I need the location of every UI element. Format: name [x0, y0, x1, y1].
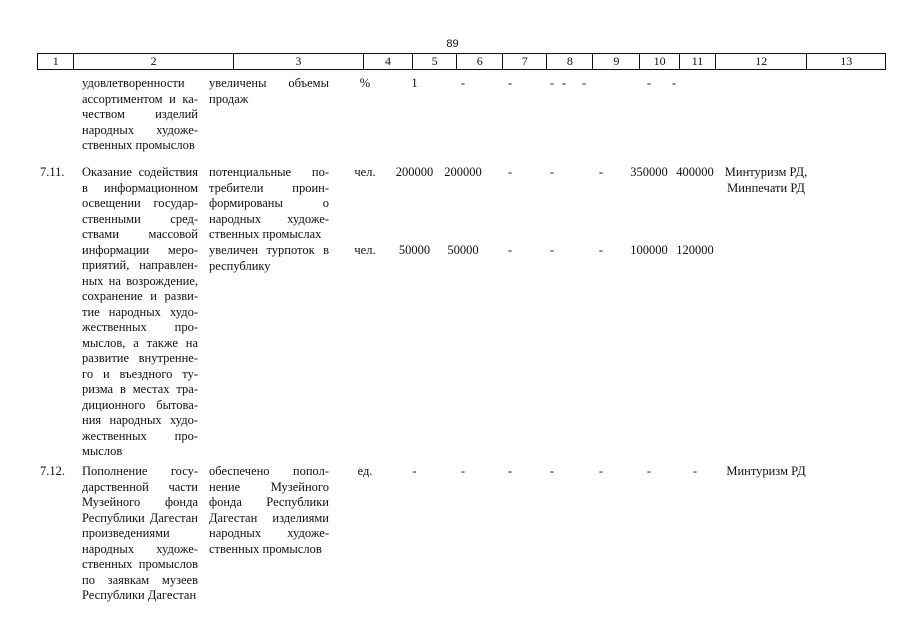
- row-a-unit: %: [359, 76, 371, 90]
- row-7-11-value-7-2: -: [507, 243, 513, 257]
- row-7-11-value-6-2: 50000: [447, 243, 479, 257]
- row-7-12-value-7: -: [507, 464, 513, 478]
- row-7-11-value-6-1: 200000: [444, 165, 482, 179]
- row-7-11-measure-text: Оказание содействия в информационном освещении государ- ственными сред- ствами массовой информации меро- приятий, направлен- ных на возрождение, сохранение и разви- тие народных худо- жественных про- мыслов, а также на развитие внутренне- го и въездного ту- ризма в местах тра- диционного бытова- ния народных худо- жественных про- мыслов: [82, 165, 198, 458]
- row-7-12-value-8: -: [549, 464, 555, 478]
- row-7-11-indicator-1: потенциальные по- требители проин- формированы о народных художе- ственных промыслах: [209, 165, 329, 241]
- header-col-9: 9: [593, 54, 640, 69]
- header-col-2: 2: [74, 54, 233, 69]
- header-col-11: 11: [680, 54, 716, 69]
- row-7-12-responsible: Минтуризм РД: [726, 464, 806, 478]
- row-7-11-indicator-2: увеличен турпоток в республику: [209, 243, 329, 273]
- row-7-11-number: 7.11.: [40, 165, 65, 179]
- header-col-3: 3: [234, 54, 364, 69]
- row-7-11-value-7-1: -: [507, 165, 513, 179]
- header-col-10: 10: [640, 54, 679, 69]
- header-col-13: 13: [840, 54, 853, 68]
- header-col-5: 5: [413, 54, 457, 69]
- row-7-11-value-8-1: -: [549, 165, 555, 179]
- row-a-value-11: -: [672, 76, 677, 90]
- row-7-11-value-9-1: -: [598, 165, 604, 179]
- row-7-11-unit-1: чел.: [354, 165, 376, 179]
- header-col-1: 1: [38, 54, 74, 69]
- row-a-value-8: -: [549, 76, 555, 90]
- row-7-11-value-9-2: -: [598, 243, 604, 257]
- row-a-value-6: -: [460, 76, 466, 90]
- row-7-12-measure-text: Пополнение госу- дарственной части Музейного фонда Республики Дагестан произведениями народных художе- ственных промыслов по заявкам музеев Республики Дагестан: [82, 464, 198, 602]
- header-col-4: 4: [364, 54, 413, 69]
- table-header-row: [37, 53, 886, 70]
- header-col-6: 6: [457, 54, 503, 69]
- row-7-11-responsible: Минтуризм РД, Минпечати РД: [724, 165, 808, 195]
- row-a-indicator: увеличены объемы продаж: [209, 76, 329, 106]
- row-7-12-value-6: -: [460, 464, 466, 478]
- row-a-value-7: -: [507, 76, 513, 90]
- row-7-12-value-9: -: [598, 464, 604, 478]
- header-col-12: 12: [716, 54, 807, 69]
- row-7-12-value-10: -: [646, 464, 652, 478]
- row-a-value-9a: -: [562, 76, 567, 90]
- row-7-11-value-8-2: -: [549, 243, 555, 257]
- row-7-11-value-5-1: 200000: [395, 165, 434, 179]
- header-col-7: 7: [503, 54, 547, 69]
- row-7-12-unit: ед.: [357, 464, 373, 478]
- row-7-11-unit-2: чел.: [354, 243, 376, 257]
- row-7-11-value-11-2: 120000: [676, 243, 714, 257]
- row-7-11-value-10-2: 100000: [630, 243, 668, 257]
- row-7-12-value-11: -: [692, 464, 698, 478]
- row-a-measure-text: удовлетворенности ассортиментом и ка- чеством изделий народных художе- ственных промыслов: [82, 76, 198, 152]
- row-a-value-5: 1: [411, 76, 418, 90]
- header-col-8: 8: [547, 54, 593, 69]
- row-7-11-value-11-1: 400000: [676, 165, 714, 179]
- row-a-value-9b: -: [582, 76, 587, 90]
- row-7-12-number: 7.12.: [40, 464, 65, 478]
- row-7-11-value-5-2: 50000: [398, 243, 431, 257]
- page-number: 89: [446, 38, 459, 50]
- row-7-11-value-10-1: 350000: [630, 165, 668, 179]
- row-7-12-indicator: обеспечено попол- нение Музейного фонда Республики Дагестан изделиями народных художе- ственных промыслов: [209, 464, 329, 556]
- row-7-12-value-5: -: [412, 464, 417, 478]
- row-a-value-10: -: [646, 76, 652, 90]
